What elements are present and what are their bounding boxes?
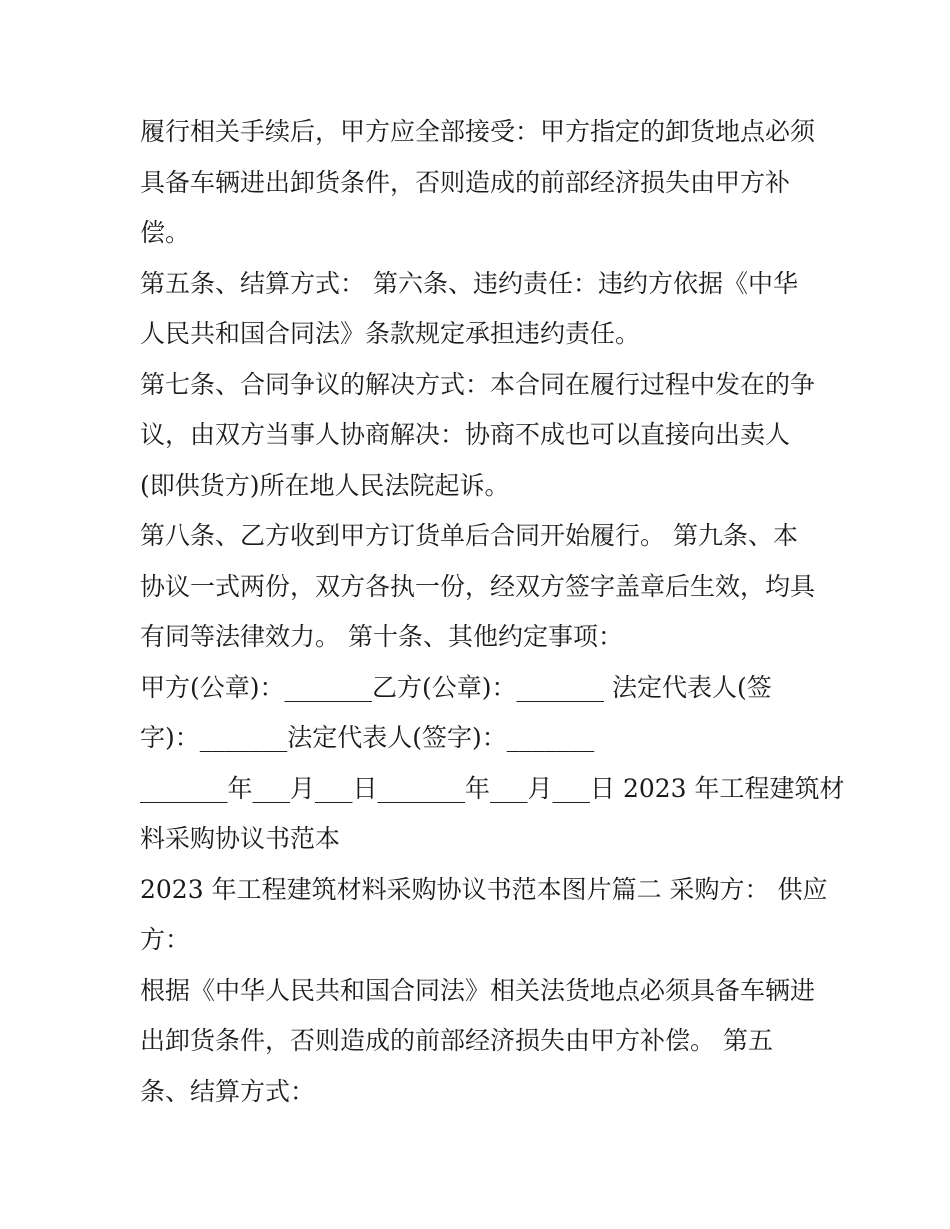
text-line: 出卸货条件，否则造成的前部经济损失由甲方补偿。 第五 xyxy=(140,1026,773,1055)
text-line: 料采购协议书范本 xyxy=(140,824,341,853)
text-line: _______年___月___日_______年___月___日 2023 年工程建筑材 xyxy=(140,773,845,803)
text-line: 履行相关手续后，甲方应全部接受：甲方指定的卸货地点必须 xyxy=(140,117,816,146)
text-line: 第八条、乙方收到甲方订货单后合同开始履行。 第九条、本 xyxy=(140,521,798,550)
document-body xyxy=(140,107,845,1117)
text-line: 条、结算方式： xyxy=(140,1076,316,1106)
text-line: 2023 年工程建筑材料采购协议书范本图片篇二 采购方： 供应 xyxy=(140,874,828,904)
text-line: 偿。 xyxy=(140,218,191,247)
text-line: (即供货方)所在地人民法院起诉。 xyxy=(140,470,510,500)
text-line: 协议一式两份，双方各执一份，经双方签字盖章后生效，均具 xyxy=(140,571,816,601)
text-line: 甲方(公章)：_______乙方(公章)：_______ 法定代表人(签 xyxy=(140,672,772,702)
text-line: 字)：_______法定代表人(签字)：_______ xyxy=(140,723,595,752)
text-line: 方： xyxy=(140,925,191,954)
text-line: 第五条、结算方式： 第六条、违约责任：违约方依据《中华 xyxy=(140,268,798,298)
text-line: 议，由双方当事人协商解决：协商不成也可以直接向出卖人 xyxy=(140,420,791,449)
text-line: 有同等法律效力。 第十条、其他约定事项： xyxy=(140,622,623,651)
text-line: 根据《中华人民共和国合同法》相关法货地点必须具备车辆进 xyxy=(140,975,816,1005)
text-line: 人民共和国合同法》条款规定承担违约责任。 xyxy=(140,319,641,348)
text-line: 第七条、合同争议的解决方式：本合同在履行过程中发在的争 xyxy=(140,369,816,399)
text-line: 具备车辆进出卸货条件，否则造成的前部经济损失由甲方补 xyxy=(140,167,791,197)
